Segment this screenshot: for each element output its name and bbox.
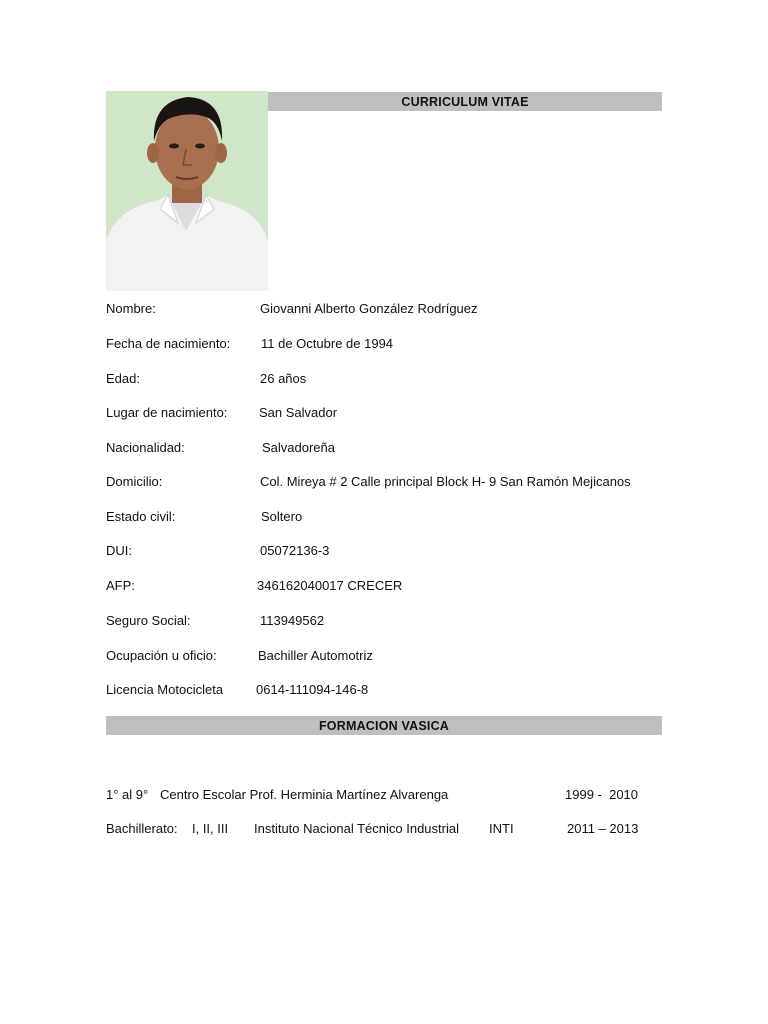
info-row-licencia: [106, 680, 666, 700]
info-row-ocupacion: [106, 646, 666, 666]
info-row-lugar-nacimiento: [106, 403, 666, 423]
label-dui: DUI:: [106, 543, 132, 558]
info-row-dui: [106, 541, 666, 561]
education-years: 2011 – 2013: [567, 821, 639, 836]
label-nacionalidad: Nacionalidad:: [106, 440, 185, 455]
value-nacionalidad: Salvadoreña: [262, 440, 335, 455]
info-row-estado-civil: [106, 507, 666, 527]
info-row-seguro-social: [106, 611, 666, 631]
label-afp: AFP:: [106, 578, 135, 593]
value-fecha-nacimiento: 11 de Octubre de 1994: [261, 336, 394, 351]
info-row-edad: [106, 369, 666, 389]
education-school: Instituto Nacional Técnico Industrial: [254, 821, 459, 836]
info-row-domicilio: [106, 472, 666, 492]
label-fecha-nacimiento: Fecha de nacimiento:: [106, 336, 231, 351]
education-school-abbrev: INTI: [489, 821, 514, 836]
value-afp: 346162040017 CRECER: [257, 578, 403, 593]
value-edad: 26 años: [260, 371, 307, 386]
label-seguro-social: Seguro Social:: [106, 613, 191, 628]
value-dui: 05072136-3: [260, 543, 330, 558]
education-school: Centro Escolar Prof. Herminia Martínez Alvarenga: [160, 787, 449, 802]
education-level: 1° al 9°: [106, 787, 149, 802]
cv-title: CURRICULUM VITAE: [401, 94, 529, 109]
info-row-afp: [106, 576, 666, 596]
label-estado-civil: Estado civil:: [106, 509, 176, 524]
label-lugar-nacimiento: Lugar de nacimiento:: [106, 405, 228, 420]
label-nombre: Nombre:: [106, 301, 156, 316]
info-row-nombre: [106, 299, 666, 319]
value-licencia: 0614-111094-146-8: [256, 682, 369, 697]
education-row-basica: [106, 785, 666, 805]
education-years: 1999 - 2010: [565, 787, 639, 802]
value-domicilio: Col. Mireya # 2 Calle principal Block H- 9 San Ramón Mejicanos: [260, 474, 631, 489]
label-licencia: Licencia Motocicleta: [106, 682, 224, 697]
label-edad: Edad:: [106, 371, 140, 386]
cv-title-bar: [268, 92, 662, 111]
education-level: Bachillerato: I, II, III: [106, 821, 229, 836]
value-nombre: Giovanni Alberto González Rodríguez: [260, 301, 478, 316]
value-estado-civil: Soltero: [261, 509, 303, 524]
formacion-title: FORMACION VASICA: [318, 718, 450, 733]
label-domicilio: Domicilio:: [106, 474, 163, 489]
formacion-title-bar: [106, 716, 662, 735]
info-row-nacionalidad: [106, 438, 666, 458]
label-ocupacion: Ocupación u oficio:: [106, 648, 217, 663]
value-seguro-social: 113949562: [260, 613, 325, 628]
value-lugar-nacimiento: San Salvador: [259, 405, 338, 420]
info-row-fecha-nacimiento: [106, 334, 666, 354]
education-row-bachillerato: [106, 819, 666, 839]
profile-photo: [106, 91, 268, 291]
value-ocupacion: Bachiller Automotriz: [258, 648, 373, 663]
